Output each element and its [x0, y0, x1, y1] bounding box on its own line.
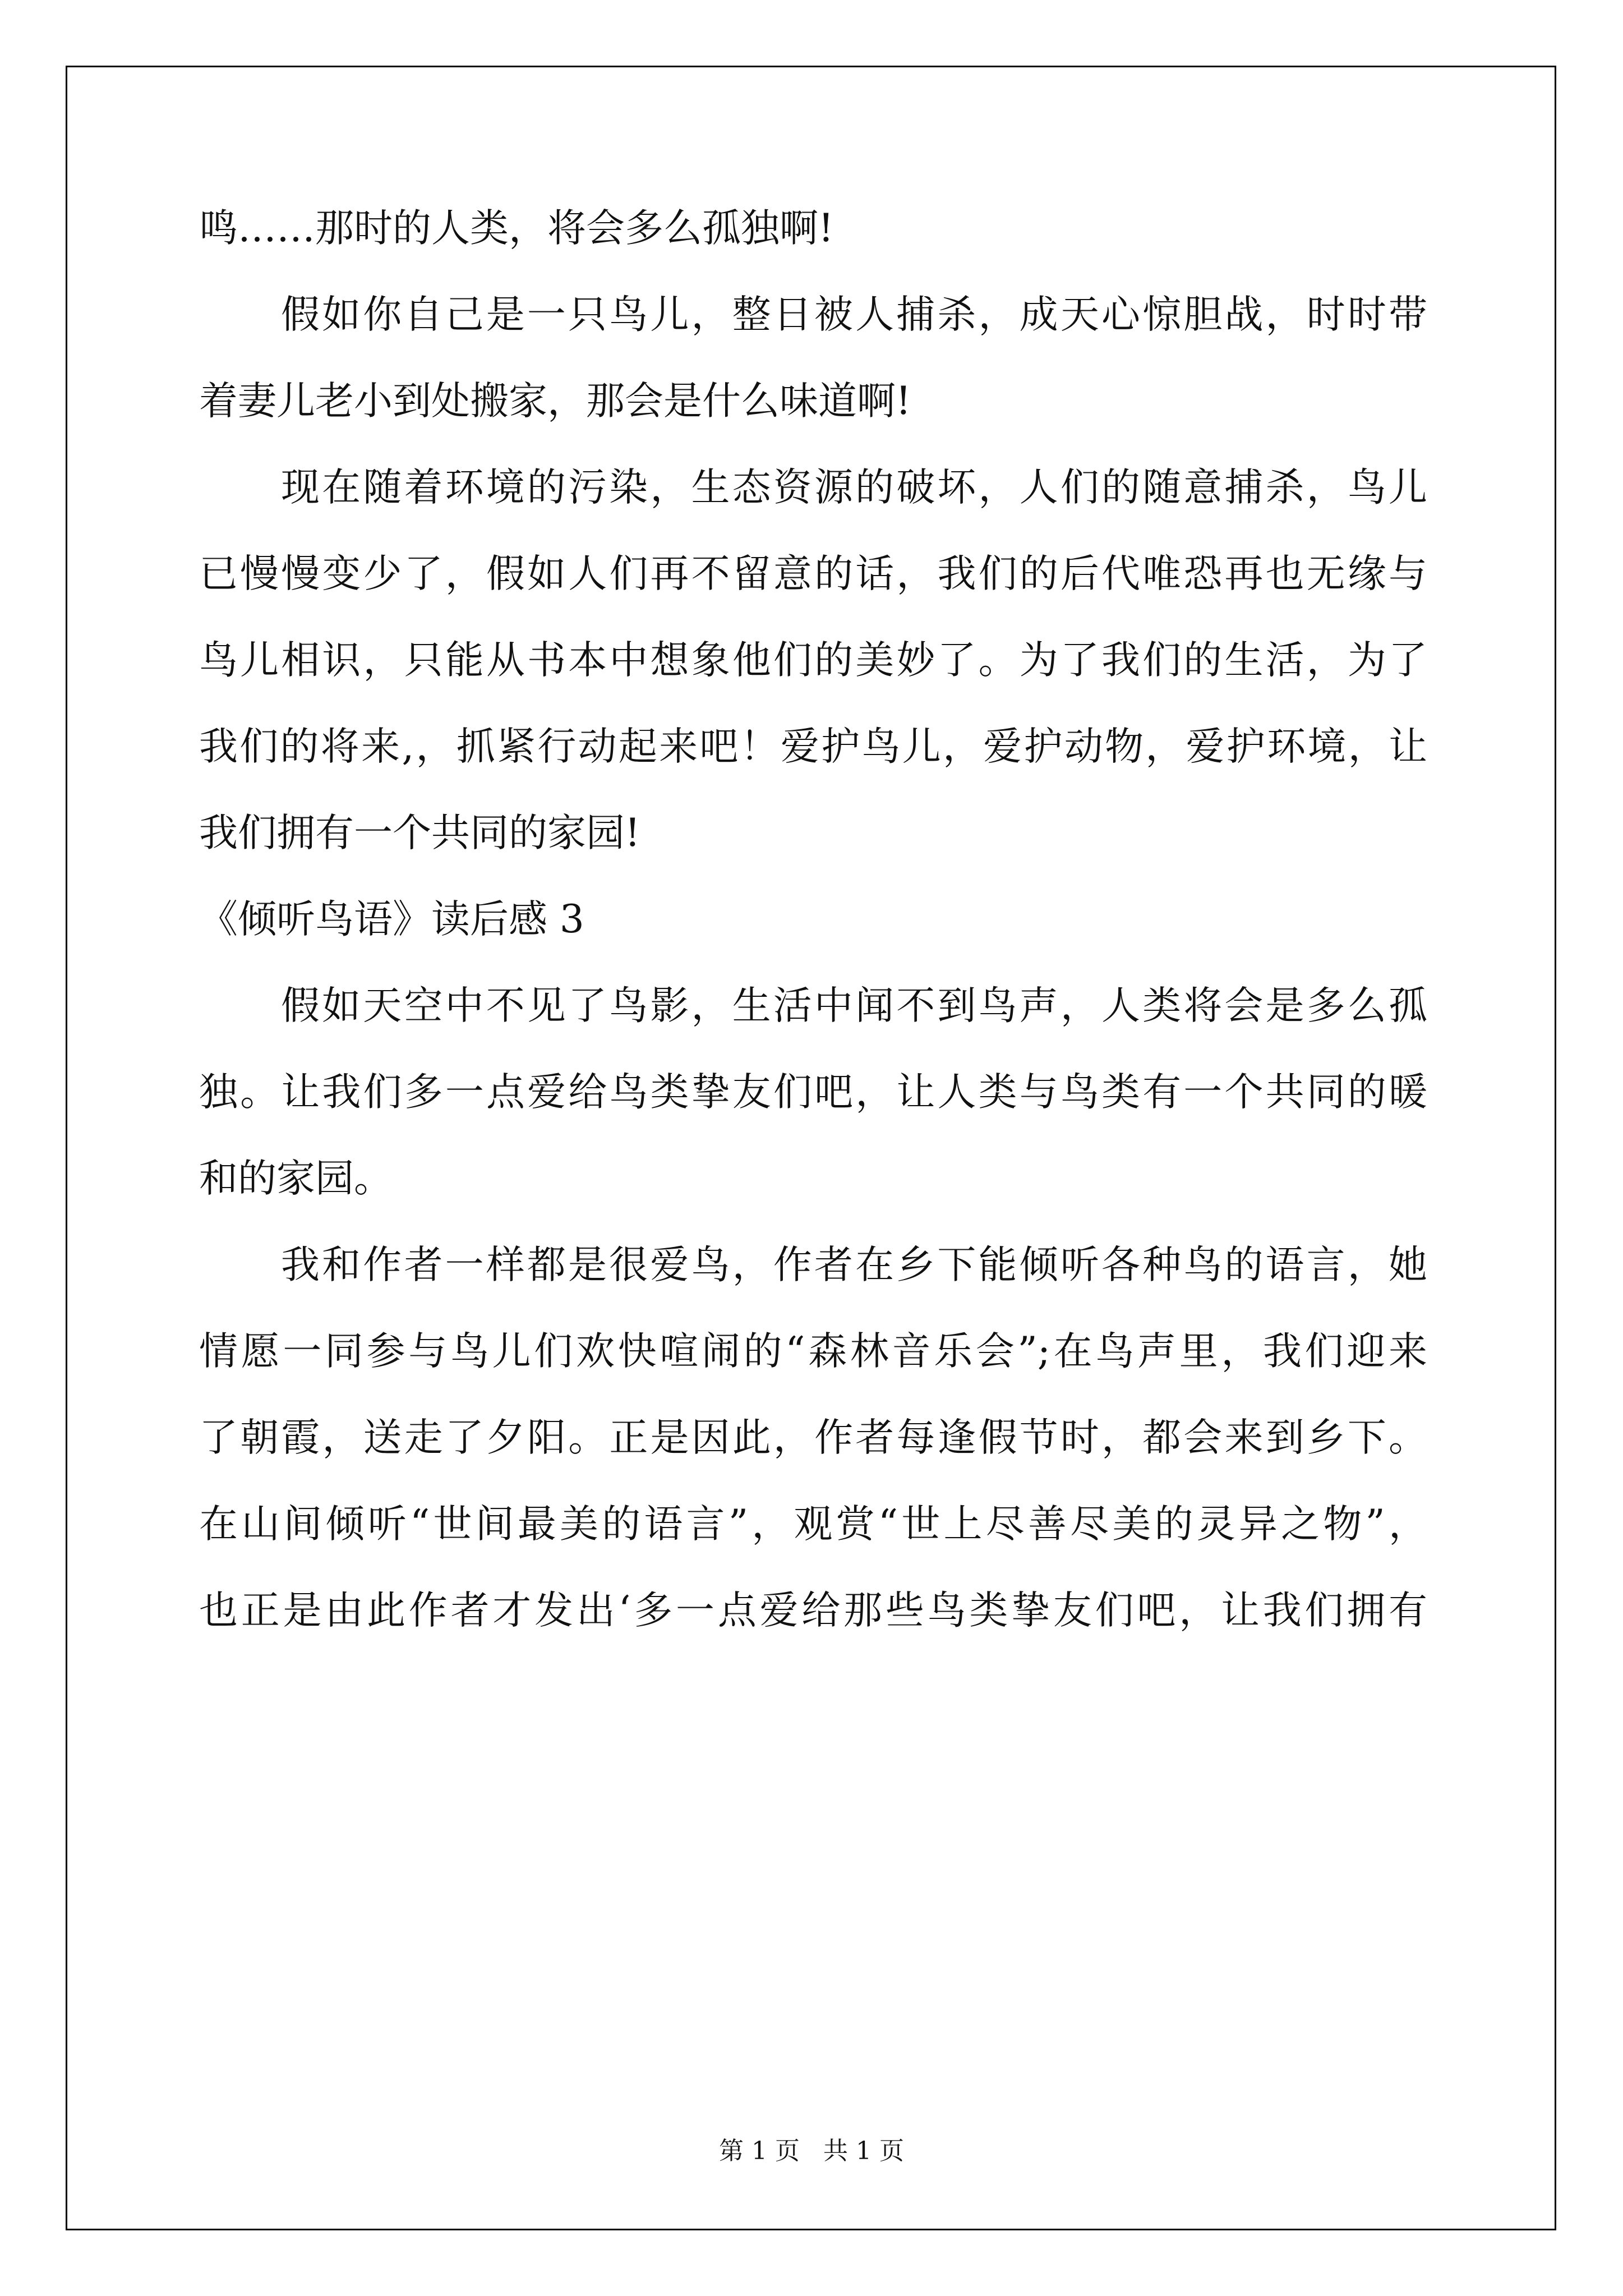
- text-line: 我和作者一样都是很爱鸟，作者在乡下能倾听各种鸟的语言，她: [281, 1243, 1427, 1287]
- section-heading: 《倾听鸟语》读后感 3: [199, 897, 584, 942]
- text-line: 假如你自己是一只鸟儿，整日被人捕杀，成天心惊胆战，时时带: [281, 292, 1427, 337]
- text-line: 情愿一同参与鸟儿们欢快喧闹的“森林音乐会”;在鸟声里，我们迎来: [199, 1329, 1427, 1374]
- text-line: 了朝霞，送走了夕阳。正是因此，作者每逢假节时，都会来到乡下。: [199, 1415, 1427, 1460]
- text-line: 也正是由此作者才发出‘多一点爱给那些鸟类挚友们吧，让我们拥有: [199, 1588, 1427, 1633]
- text-line: 独。让我们多一点爱给鸟类挚友们吧，让人类与鸟类有一个共同的暖: [199, 1070, 1427, 1115]
- page-number: 第 1 页: [719, 2137, 800, 2165]
- text-line: 我们拥有一个共同的家园!: [199, 811, 640, 855]
- page-total: 共 1 页: [823, 2137, 904, 2165]
- document-body: [199, 185, 1427, 1654]
- text-line: 鸟儿相识，只能从书本中想象他们的美妙了。为了我们的生活，为了: [199, 638, 1427, 683]
- text-line: 鸣……那时的人类，将会多么孤独啊!: [199, 206, 834, 251]
- text-line: 在山间倾听“世间最美的语言”，观赏“世上尽善尽美的灵异之物”，: [199, 1502, 1427, 1547]
- text-line: 假如天空中不见了鸟影，生活中闻不到鸟声，人类将会是多么孤: [281, 983, 1427, 1028]
- text-line: 现在随着环境的污染，生态资源的破坏，人们的随意捕杀，鸟儿: [281, 465, 1427, 510]
- page-footer: [0, 2131, 1623, 2166]
- text-line: 和的家园。: [199, 1156, 393, 1201]
- text-line: 着妻儿老小到处搬家，那会是什么味道啊!: [199, 379, 911, 424]
- text-line: 我们的将来,，抓紧行动起来吧！爱护鸟儿，爱护动物，爱护环境，让: [199, 724, 1427, 769]
- text-line: 已慢慢变少了，假如人们再不留意的话，我们的后代唯恐再也无缘与: [199, 551, 1427, 596]
